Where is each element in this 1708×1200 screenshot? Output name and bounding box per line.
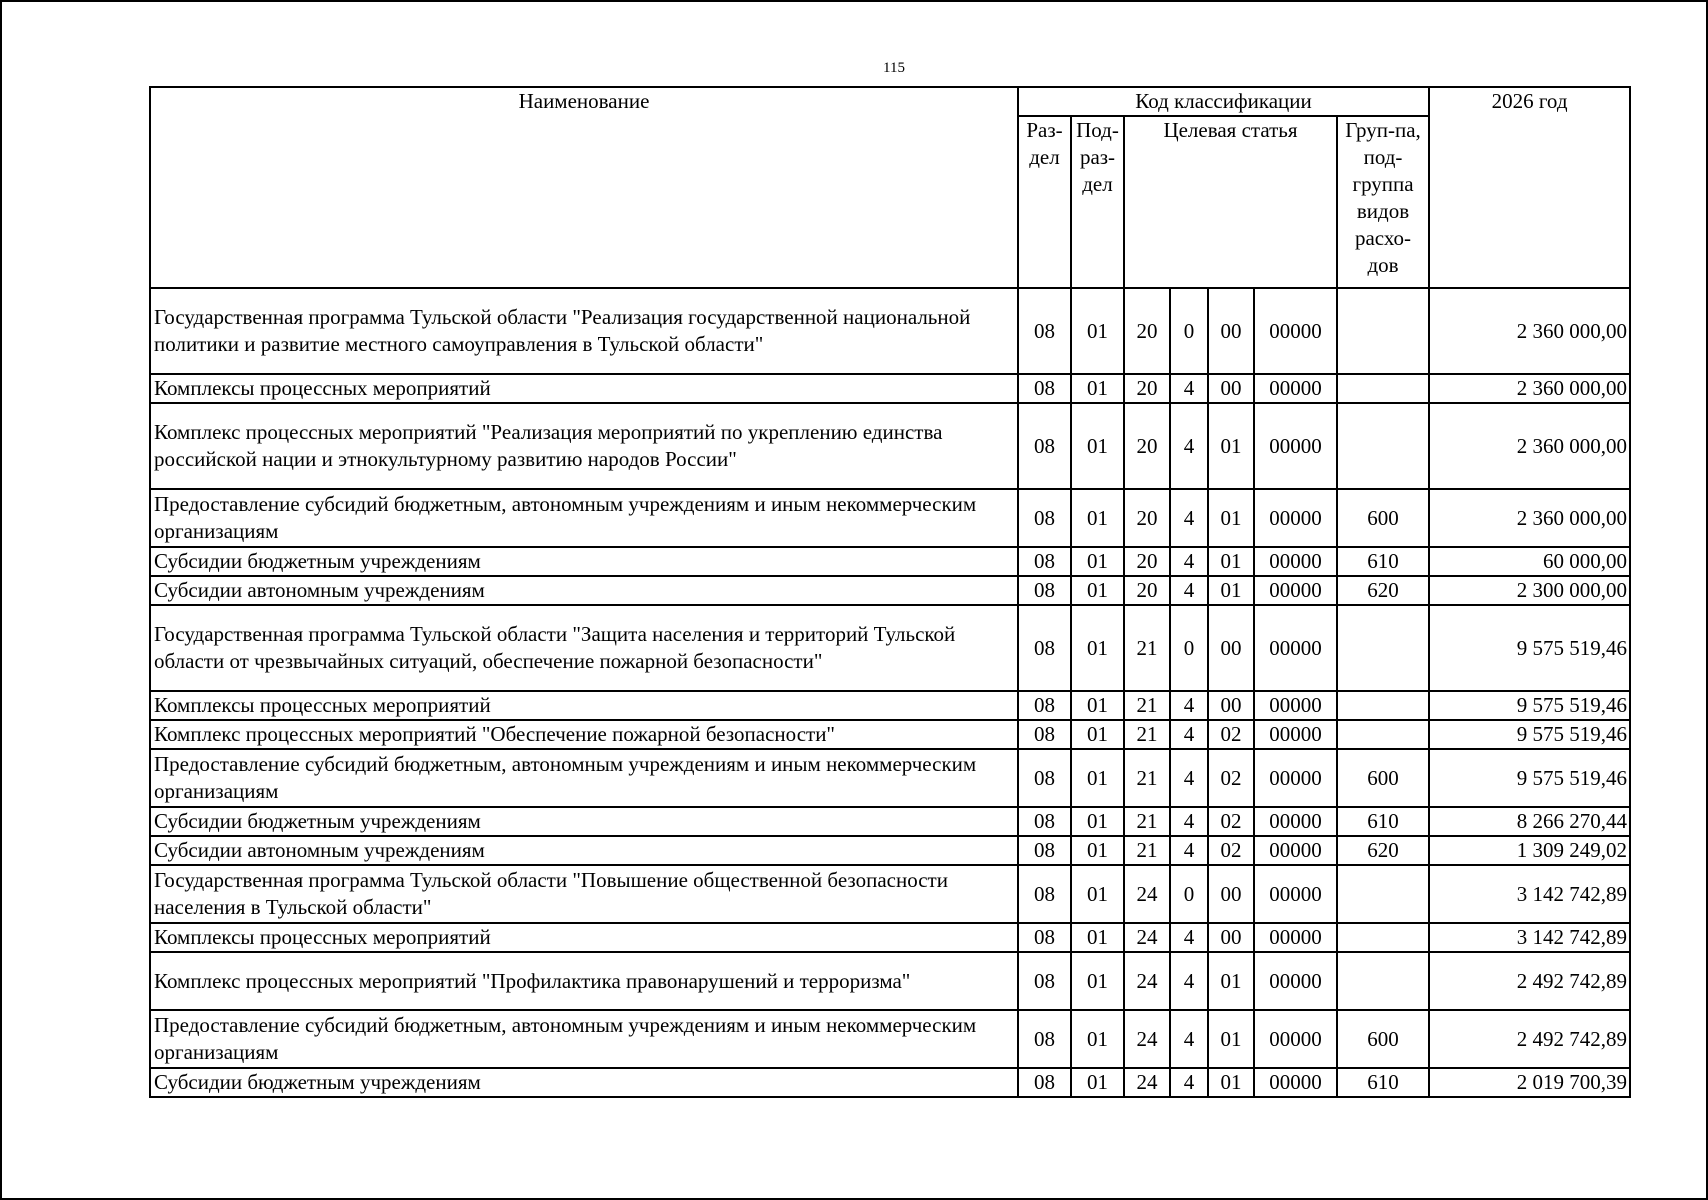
cell-target-type: 4 (1170, 403, 1208, 489)
cell-name: Субсидии автономным учреждениям (150, 576, 1018, 605)
table-row (150, 547, 1630, 576)
table-row (150, 489, 1630, 547)
cell-subsection: 01 (1071, 865, 1124, 923)
cell-target-type: 4 (1170, 923, 1208, 952)
table-row (150, 807, 1630, 836)
cell-target-subprogram: 00 (1208, 923, 1254, 952)
cell-target-type: 4 (1170, 807, 1208, 836)
cell-target-program: 21 (1124, 691, 1170, 720)
cell-amount: 2 019 700,39 (1429, 1068, 1630, 1097)
cell-expense-group (1337, 374, 1429, 403)
table-row (150, 952, 1630, 1010)
table-row (150, 403, 1630, 489)
table-row (150, 720, 1630, 749)
cell-target-type: 4 (1170, 1010, 1208, 1068)
table-body (150, 288, 1630, 1097)
cell-subsection: 01 (1071, 1068, 1124, 1097)
cell-subsection: 01 (1071, 547, 1124, 576)
cell-amount: 9 575 519,46 (1429, 691, 1630, 720)
table-row (150, 605, 1630, 691)
cell-target-subprogram: 00 (1208, 288, 1254, 374)
header-expense-group: Груп-па, под-группа видов расхо-дов (1337, 116, 1429, 288)
cell-section: 08 (1018, 952, 1071, 1010)
cell-name: Субсидии бюджетным учреждениям (150, 807, 1018, 836)
cell-target-direction: 00000 (1254, 691, 1337, 720)
cell-target-program: 20 (1124, 374, 1170, 403)
cell-target-direction: 00000 (1254, 807, 1337, 836)
table-row (150, 691, 1630, 720)
cell-expense-group: 610 (1337, 1068, 1429, 1097)
cell-subsection: 01 (1071, 374, 1124, 403)
cell-target-direction: 00000 (1254, 374, 1337, 403)
cell-target-direction: 00000 (1254, 749, 1337, 807)
cell-target-direction: 00000 (1254, 1068, 1337, 1097)
cell-target-type: 0 (1170, 605, 1208, 691)
cell-subsection: 01 (1071, 720, 1124, 749)
cell-target-subprogram: 02 (1208, 720, 1254, 749)
table-row (150, 749, 1630, 807)
cell-target-direction: 00000 (1254, 952, 1337, 1010)
cell-section: 08 (1018, 749, 1071, 807)
cell-target-program: 21 (1124, 720, 1170, 749)
cell-subsection: 01 (1071, 807, 1124, 836)
cell-target-type: 4 (1170, 720, 1208, 749)
cell-subsection: 01 (1071, 952, 1124, 1010)
cell-target-program: 21 (1124, 836, 1170, 865)
cell-section: 08 (1018, 374, 1071, 403)
cell-amount: 2 360 000,00 (1429, 288, 1630, 374)
cell-target-type: 4 (1170, 576, 1208, 605)
table-row (150, 374, 1630, 403)
header-classification-code: Код классификации (1018, 87, 1429, 116)
cell-expense-group: 610 (1337, 807, 1429, 836)
cell-subsection: 01 (1071, 923, 1124, 952)
cell-section: 08 (1018, 576, 1071, 605)
cell-expense-group: 600 (1337, 1010, 1429, 1068)
cell-target-type: 4 (1170, 691, 1208, 720)
table-header (150, 87, 1630, 288)
cell-target-direction: 00000 (1254, 1010, 1337, 1068)
page-number: 115 (883, 60, 905, 76)
cell-target-subprogram: 00 (1208, 691, 1254, 720)
cell-expense-group: 610 (1337, 547, 1429, 576)
cell-subsection: 01 (1071, 1010, 1124, 1068)
cell-target-subprogram: 00 (1208, 865, 1254, 923)
header-target-article: Целевая статья (1124, 116, 1337, 288)
cell-target-program: 21 (1124, 807, 1170, 836)
cell-amount: 9 575 519,46 (1429, 605, 1630, 691)
cell-expense-group: 620 (1337, 836, 1429, 865)
table-row (150, 923, 1630, 952)
cell-target-subprogram: 00 (1208, 374, 1254, 403)
cell-name: Комплекс процессных мероприятий "Обеспечение пожарной безопасности" (150, 720, 1018, 749)
cell-section: 08 (1018, 489, 1071, 547)
cell-subsection: 01 (1071, 691, 1124, 720)
cell-name: Государственная программа Тульской области "Повышение общественной безопасности населения в Тульской области" (150, 865, 1018, 923)
cell-section: 08 (1018, 865, 1071, 923)
cell-amount: 2 360 000,00 (1429, 374, 1630, 403)
cell-target-program: 20 (1124, 576, 1170, 605)
cell-amount: 2 492 742,89 (1429, 1010, 1630, 1068)
cell-target-direction: 00000 (1254, 489, 1337, 547)
header-section: Раз-дел (1018, 116, 1071, 288)
cell-expense-group (1337, 605, 1429, 691)
cell-target-type: 4 (1170, 952, 1208, 1010)
cell-target-program: 24 (1124, 865, 1170, 923)
cell-amount: 3 142 742,89 (1429, 923, 1630, 952)
cell-name: Комплекс процессных мероприятий "Профилактика правонарушений и терроризма" (150, 952, 1018, 1010)
cell-target-direction: 00000 (1254, 720, 1337, 749)
table-row (150, 865, 1630, 923)
cell-amount: 9 575 519,46 (1429, 720, 1630, 749)
cell-name: Комплексы процессных мероприятий (150, 374, 1018, 403)
cell-section: 08 (1018, 1010, 1071, 1068)
cell-amount: 60 000,00 (1429, 547, 1630, 576)
cell-subsection: 01 (1071, 403, 1124, 489)
cell-expense-group: 620 (1337, 576, 1429, 605)
cell-expense-group: 600 (1337, 749, 1429, 807)
cell-target-program: 21 (1124, 749, 1170, 807)
cell-target-program: 20 (1124, 547, 1170, 576)
cell-section: 08 (1018, 288, 1071, 374)
cell-name: Предоставление субсидий бюджетным, автономным учреждениям и иным некоммерческим организациям (150, 1010, 1018, 1068)
cell-target-subprogram: 01 (1208, 489, 1254, 547)
cell-target-subprogram: 01 (1208, 547, 1254, 576)
cell-target-subprogram: 02 (1208, 807, 1254, 836)
cell-section: 08 (1018, 923, 1071, 952)
cell-name: Комплексы процессных мероприятий (150, 923, 1018, 952)
cell-target-subprogram: 01 (1208, 1068, 1254, 1097)
cell-name: Предоставление субсидий бюджетным, автономным учреждениям и иным некоммерческим организациям (150, 489, 1018, 547)
header-year: 2026 год (1429, 87, 1630, 288)
cell-target-program: 20 (1124, 288, 1170, 374)
budget-table (149, 86, 1631, 1098)
cell-expense-group (1337, 952, 1429, 1010)
cell-section: 08 (1018, 836, 1071, 865)
cell-section: 08 (1018, 807, 1071, 836)
cell-name: Субсидии бюджетным учреждениям (150, 547, 1018, 576)
cell-target-type: 4 (1170, 547, 1208, 576)
cell-subsection: 01 (1071, 288, 1124, 374)
table-row (150, 288, 1630, 374)
cell-name: Субсидии бюджетным учреждениям (150, 1068, 1018, 1097)
table-row (150, 1068, 1630, 1097)
cell-target-program: 21 (1124, 605, 1170, 691)
cell-expense-group (1337, 691, 1429, 720)
cell-target-type: 4 (1170, 836, 1208, 865)
cell-expense-group: 600 (1337, 489, 1429, 547)
cell-subsection: 01 (1071, 489, 1124, 547)
cell-target-program: 20 (1124, 403, 1170, 489)
cell-target-type: 0 (1170, 865, 1208, 923)
cell-target-direction: 00000 (1254, 836, 1337, 865)
cell-amount: 2 492 742,89 (1429, 952, 1630, 1010)
cell-name: Комплекс процессных мероприятий "Реализация мероприятий по укреплению единства российской нации и этнокультурному развитию народов России" (150, 403, 1018, 489)
cell-target-subprogram: 01 (1208, 952, 1254, 1010)
cell-expense-group (1337, 923, 1429, 952)
cell-target-type: 4 (1170, 489, 1208, 547)
header-subsection: Под-раз-дел (1071, 116, 1124, 288)
cell-name: Предоставление субсидий бюджетным, автономным учреждениям и иным некоммерческим организациям (150, 749, 1018, 807)
cell-section: 08 (1018, 605, 1071, 691)
cell-section: 08 (1018, 720, 1071, 749)
cell-name: Субсидии автономным учреждениям (150, 836, 1018, 865)
cell-target-program: 24 (1124, 1010, 1170, 1068)
cell-target-subprogram: 01 (1208, 576, 1254, 605)
cell-target-program: 24 (1124, 952, 1170, 1010)
cell-target-direction: 00000 (1254, 403, 1337, 489)
cell-subsection: 01 (1071, 749, 1124, 807)
cell-target-type: 4 (1170, 749, 1208, 807)
table-row (150, 1010, 1630, 1068)
cell-target-subprogram: 02 (1208, 836, 1254, 865)
table-row (150, 576, 1630, 605)
cell-target-subprogram: 00 (1208, 605, 1254, 691)
cell-subsection: 01 (1071, 836, 1124, 865)
cell-target-program: 20 (1124, 489, 1170, 547)
cell-name: Государственная программа Тульской области "Реализация государственной национальной политики и развитие местного самоуправления в Тульской области" (150, 288, 1018, 374)
cell-expense-group (1337, 288, 1429, 374)
cell-target-program: 24 (1124, 923, 1170, 952)
cell-target-direction: 00000 (1254, 288, 1337, 374)
cell-target-subprogram: 01 (1208, 403, 1254, 489)
cell-target-subprogram: 01 (1208, 1010, 1254, 1068)
cell-target-direction: 00000 (1254, 605, 1337, 691)
cell-section: 08 (1018, 547, 1071, 576)
cell-amount: 8 266 270,44 (1429, 807, 1630, 836)
cell-target-type: 4 (1170, 1068, 1208, 1097)
cell-target-direction: 00000 (1254, 576, 1337, 605)
cell-section: 08 (1018, 691, 1071, 720)
cell-target-direction: 00000 (1254, 865, 1337, 923)
cell-amount: 2 300 000,00 (1429, 576, 1630, 605)
cell-target-direction: 00000 (1254, 923, 1337, 952)
cell-target-subprogram: 02 (1208, 749, 1254, 807)
cell-section: 08 (1018, 1068, 1071, 1097)
cell-amount: 2 360 000,00 (1429, 403, 1630, 489)
cell-expense-group (1337, 865, 1429, 923)
header-name: Наименование (150, 87, 1018, 288)
cell-amount: 2 360 000,00 (1429, 489, 1630, 547)
cell-subsection: 01 (1071, 576, 1124, 605)
cell-amount: 3 142 742,89 (1429, 865, 1630, 923)
cell-target-direction: 00000 (1254, 547, 1337, 576)
cell-subsection: 01 (1071, 605, 1124, 691)
cell-expense-group (1337, 720, 1429, 749)
table-row (150, 836, 1630, 865)
cell-target-type: 4 (1170, 374, 1208, 403)
cell-amount: 1 309 249,02 (1429, 836, 1630, 865)
cell-target-program: 24 (1124, 1068, 1170, 1097)
cell-expense-group (1337, 403, 1429, 489)
cell-name: Комплексы процессных мероприятий (150, 691, 1018, 720)
cell-section: 08 (1018, 403, 1071, 489)
cell-name: Государственная программа Тульской области "Защита населения и территорий Тульской области от чрезвычайных ситуаций, обеспечение пожарной безопасности" (150, 605, 1018, 691)
cell-amount: 9 575 519,46 (1429, 749, 1630, 807)
cell-target-type: 0 (1170, 288, 1208, 374)
